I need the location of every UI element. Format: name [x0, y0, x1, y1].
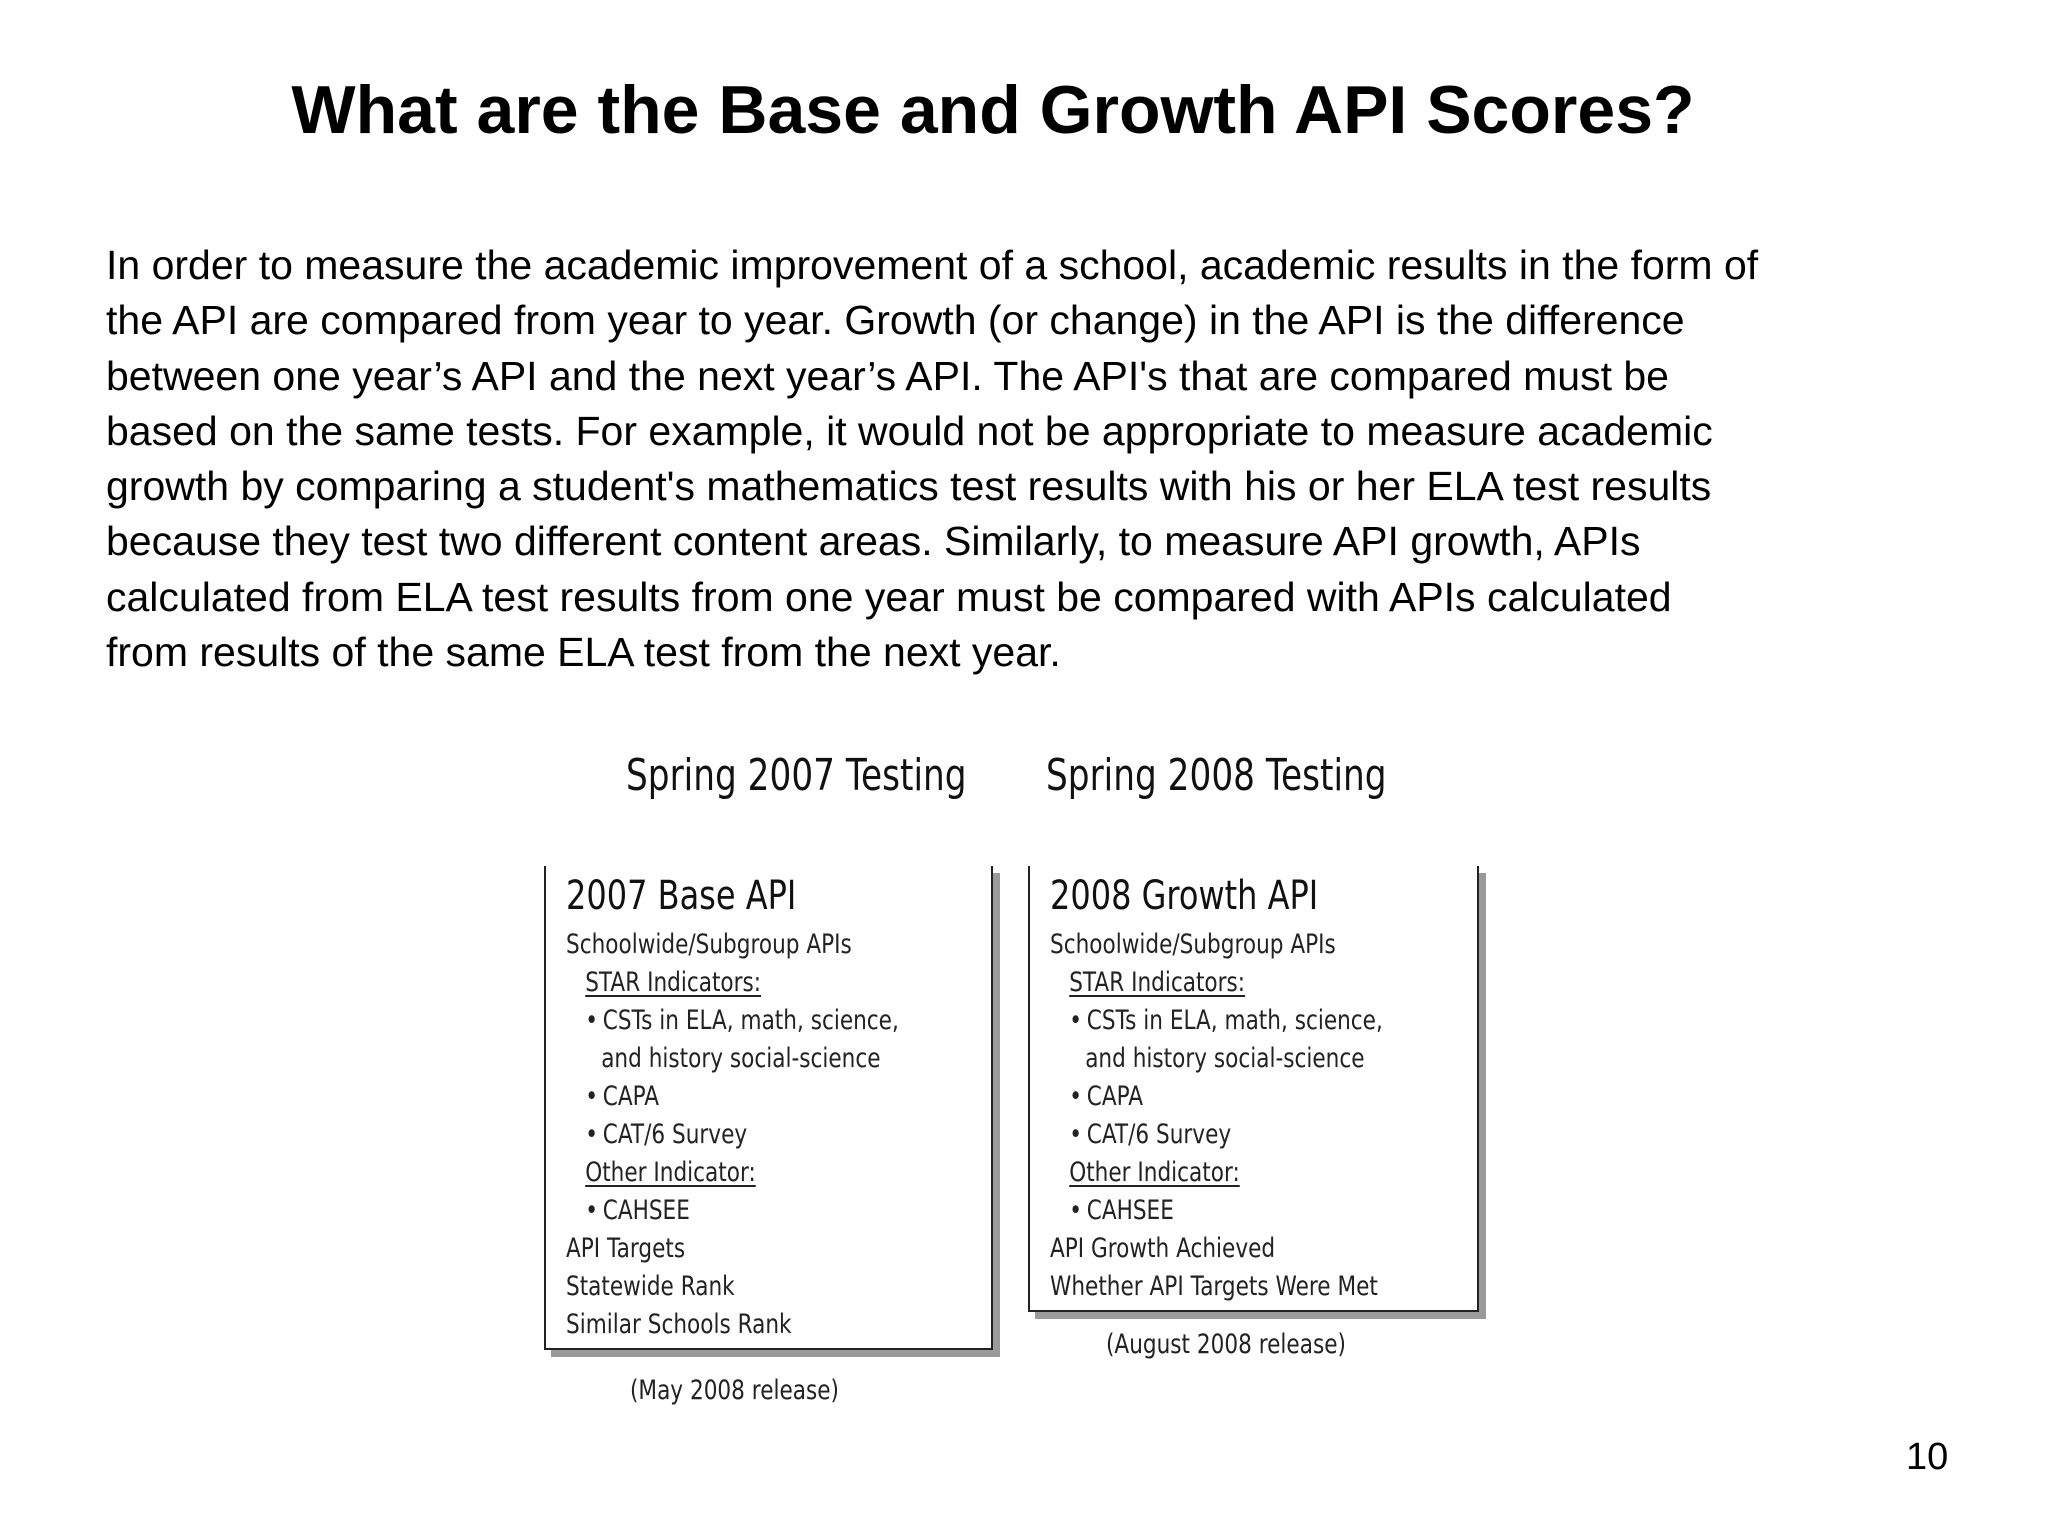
star-indicators-text: STAR Indicators:	[585, 967, 762, 998]
bullet-text: CAPA	[1086, 1081, 1144, 1112]
star-indicators-label	[566, 964, 899, 1002]
bullet-item-cat6	[566, 1116, 899, 1154]
api-growth-achieved-line: API Growth Achieved	[1050, 1233, 1276, 1264]
api-targets-line: API Targets	[566, 1233, 686, 1264]
bullet-glyph: •	[1069, 1195, 1082, 1226]
body-line: the API are compared from year to year. Growth (or change) in the API is the difference	[106, 297, 1685, 344]
bullet-item-capa	[566, 1078, 899, 1116]
bullet-glyph: •	[1069, 1081, 1082, 1112]
bullet-text: CSTs in ELA, math, science,	[602, 1005, 899, 1036]
body-line: calculated from ELA test results from one year must be compared with APIs calculated	[106, 573, 1672, 620]
other-indicator-label	[1050, 1154, 1383, 1192]
other-indicator-text: Other Indicator:	[1069, 1157, 1240, 1188]
bullet-text: CAT/6 Survey	[1086, 1119, 1232, 1150]
growth-api-box	[1028, 866, 1479, 1312]
body-line: between one year’s API and the next year’s API. The API's that are compared must be	[106, 352, 1669, 399]
bullet-glyph: •	[585, 1195, 598, 1226]
bullet-text: CAT/6 Survey	[602, 1119, 748, 1150]
star-indicators-label	[1050, 964, 1383, 1002]
bullet-glyph: •	[585, 1081, 598, 1112]
body-paragraph	[106, 238, 2006, 680]
other-indicator-label	[566, 1154, 899, 1192]
growth-api-release-note: (August 2008 release)	[1106, 1329, 1346, 1360]
bullet-text: CAHSEE	[602, 1195, 690, 1226]
growth-api-title: 2008 Growth API	[1050, 873, 1319, 919]
bullet-glyph: •	[1069, 1119, 1082, 1150]
bullet-text: CAHSEE	[1086, 1195, 1174, 1226]
slide-title: What are the Base and Growth API Scores?	[291, 72, 1695, 148]
body-line: from results of the same ELA test from the next year.	[106, 629, 1061, 676]
bullet-item-csts	[1050, 1002, 1383, 1040]
base-api-content	[566, 872, 899, 1344]
body-line: because they test two different content areas. Similarly, to measure API growth, APIs	[106, 518, 1641, 565]
bullet-item-cahsee	[566, 1192, 899, 1230]
bullet-glyph: •	[585, 1005, 598, 1036]
body-line: based on the same tests. For example, it would not be appropriate to measure academic	[106, 407, 1713, 454]
spring-2007-heading: Spring 2007 Testing	[626, 750, 967, 801]
similar-schools-rank-line: Similar Schools Rank	[566, 1309, 792, 1340]
subgroup-apis-line: Schoolwide/Subgroup APIs	[1050, 929, 1336, 960]
bullet-item-csts	[566, 1002, 899, 1040]
statewide-rank-line: Statewide Rank	[566, 1271, 735, 1302]
bullet-text: CAPA	[602, 1081, 660, 1112]
spring-2008-heading: Spring 2008 Testing	[1046, 750, 1387, 801]
api-targets-met-line: Whether API Targets Were Met	[1050, 1271, 1378, 1302]
page-number: 10	[1906, 1436, 1949, 1478]
bullet-text: CSTs in ELA, math, science,	[1086, 1005, 1383, 1036]
bullet-glyph: •	[1069, 1005, 1082, 1036]
base-api-box	[544, 866, 993, 1350]
subgroup-apis-line: Schoolwide/Subgroup APIs	[566, 929, 852, 960]
base-api-release-note: (May 2008 release)	[630, 1375, 839, 1406]
star-indicators-text: STAR Indicators:	[1069, 967, 1246, 998]
csts-continuation: and history social-science	[1085, 1043, 1365, 1074]
other-indicator-text: Other Indicator:	[585, 1157, 756, 1188]
csts-continuation: and history social-science	[601, 1043, 881, 1074]
bullet-glyph: •	[585, 1119, 598, 1150]
body-line: In order to measure the academic improvement of a school, academic results in the form of	[106, 242, 1759, 288]
bullet-item-cahsee	[1050, 1192, 1383, 1230]
growth-api-content	[1050, 872, 1383, 1306]
base-api-title: 2007 Base API	[566, 873, 797, 919]
bullet-item-cat6	[1050, 1116, 1383, 1154]
bullet-item-capa	[1050, 1078, 1383, 1116]
body-line: growth by comparing a student's mathematics test results with his or her ELA test results	[106, 463, 1712, 510]
